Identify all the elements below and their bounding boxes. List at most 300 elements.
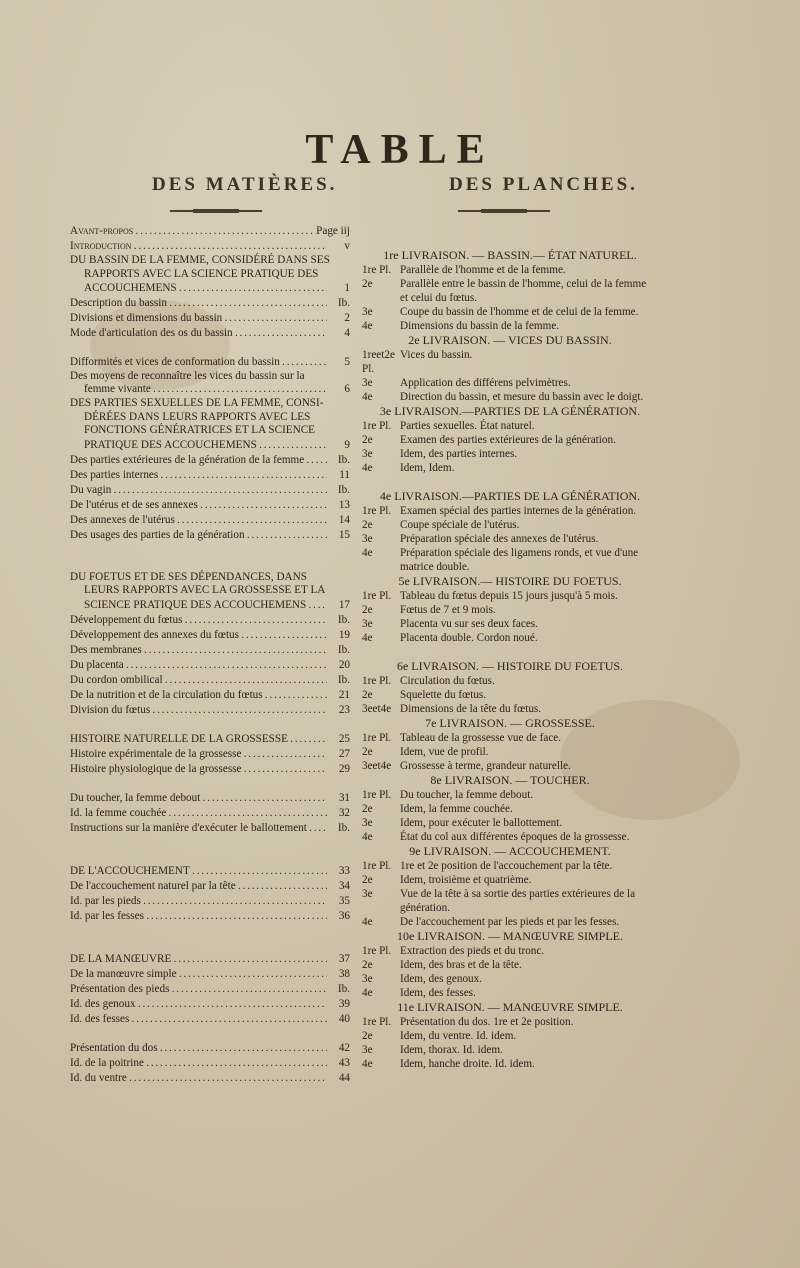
plate-entry [360, 589, 660, 603]
plate-number: 3e [362, 817, 373, 829]
plate-description: Placenta double. Cordon noué. [400, 632, 538, 644]
toc-entry [70, 1012, 350, 1027]
toc-text: Id. des genoux . . . [70, 997, 327, 1012]
plate-number: 3e [362, 888, 373, 900]
livraison-heading: 9e LIVRAISON. — ACCOUCHEMENT. [409, 844, 611, 858]
plate-description: Tableau de la grossesse vue de face. [400, 732, 562, 744]
plate-description: Idem, hanche droite. Id. idem. [400, 1058, 535, 1070]
toc-text: Introduction . . . [70, 239, 327, 254]
plate-entry [360, 731, 660, 745]
plate-description: Idem, troisième et quatrième. [400, 874, 532, 886]
toc-row [70, 643, 350, 658]
toc-page: Ib. [337, 821, 350, 834]
plate-entry [360, 830, 660, 844]
toc-entry [70, 909, 350, 924]
plate-description: Idem, thorax. Id. idem. [400, 1044, 503, 1056]
plate-number: 4e [362, 916, 373, 928]
toc-entry [70, 254, 350, 296]
toc-text: Développement du fœtus . . . [70, 613, 327, 628]
plate-entry [360, 915, 660, 929]
toc-page: 1 [344, 282, 350, 294]
toc-text: Développement des annexes du fœtus . . . [70, 628, 327, 643]
toc-page: 38 [338, 967, 350, 980]
toc-page: 40 [338, 1012, 350, 1025]
plate-number: 2e [362, 278, 373, 290]
toc-page: Page iij [316, 225, 350, 237]
toc-text: HISTOIRE NATURELLE DE LA GROSSESSE . . . [70, 732, 327, 747]
toc-entry [70, 370, 350, 397]
plate-number: 1re Pl. [362, 732, 392, 744]
livraison-heading: 11e LIVRAISON. — MANŒUVRE SIMPLE. [397, 1000, 623, 1014]
plate-entry [360, 674, 660, 688]
toc-page: 6 [344, 383, 350, 395]
toc-entry [70, 468, 350, 483]
plate-number: 3e [362, 618, 373, 630]
plate-entry [360, 688, 660, 702]
toc-row [70, 703, 350, 718]
toc-row [70, 438, 350, 453]
plate-entry [360, 504, 660, 518]
plate-number: 3eet4e [362, 760, 392, 772]
plate-description: État du col aux différentes époques de la grossesse. [400, 831, 630, 843]
plate-description: Dimensions du bassin de la femme. [400, 320, 560, 332]
toc-row [70, 483, 350, 498]
plate-description: Direction du bassin, et mesure du bassin avec le doigt. [400, 391, 644, 403]
plate-number: 3e [362, 306, 373, 318]
toc-page: 44 [338, 1071, 350, 1084]
plate-description: Présentation du dos. 1re et 2e position. [400, 1016, 574, 1028]
toc-entry [70, 483, 350, 498]
toc-text: Des parties internes . . . [70, 468, 327, 483]
spacer [70, 543, 350, 571]
toc-page: Ib. [337, 483, 350, 496]
toc-text: Avant-propos . . . [70, 224, 313, 239]
toc-row [70, 658, 350, 673]
plate-description: Placenta vu sur ses deux faces. [400, 618, 538, 630]
toc-text: Des annexes de l'utérus . . . [70, 513, 327, 528]
spacer [70, 777, 350, 791]
plate-description: 1re et 2e position de l'accouchement par la tête. [400, 860, 613, 872]
toc-entry [70, 628, 350, 643]
toc-row [70, 791, 350, 806]
toc-entry [70, 879, 350, 894]
plate-entry [360, 419, 660, 433]
spacer [70, 341, 350, 355]
plate-entry [360, 958, 660, 972]
toc-entry [70, 613, 350, 628]
plate-description: Application des différens pelvimètres. [400, 377, 571, 389]
plate-description: Circulation du fœtus. [400, 675, 495, 687]
toc-page: 9 [344, 438, 350, 451]
toc-page: 31 [338, 791, 350, 804]
toc-row [70, 281, 350, 296]
toc-text: Des usages des parties de la génération . . . [70, 528, 327, 543]
plate-entry [360, 546, 660, 560]
toc-heading-line: LEURS RAPPORTS AVEC LA GROSSESSE ET LA [84, 584, 326, 596]
toc-text: Histoire expérimentale de la grossesse . . . [70, 747, 327, 762]
plate-entry [360, 263, 660, 277]
plate-description: Idem, du ventre. Id. idem. [400, 1030, 517, 1042]
plate-description: Idem, des parties internes. [400, 448, 518, 460]
toc-text: ACCOUCHEMENS . . . [70, 281, 327, 296]
toc-row [70, 762, 350, 777]
plate-entry [360, 802, 660, 816]
toc-page: 5 [344, 356, 350, 368]
plate-number: 1re Pl. [362, 675, 392, 687]
plate-entry [360, 702, 660, 716]
toc-row [70, 528, 350, 543]
plate-description: Coupe spéciale de l'utérus. [400, 519, 520, 531]
toc-text: Difformités et vices de conformation du bassin . . . [70, 355, 327, 370]
toc-entry [70, 967, 350, 982]
toc-heading-line: Des moyens de reconnaître les vices du bassin sur la [70, 370, 305, 382]
toc-entry [70, 688, 350, 703]
plate-number: 2e [362, 874, 373, 886]
toc-entry [70, 643, 350, 658]
livraison-heading: 6e LIVRAISON. — HISTOIRE DU FOETUS. [396, 659, 624, 673]
toc-entry [70, 762, 350, 777]
toc-row [70, 821, 350, 836]
toc-text: De la manœuvre simple . . . [70, 967, 327, 982]
plate-description: Préparation spéciale des annexes de l'utérus. [400, 533, 599, 545]
plate-entry [360, 788, 660, 802]
plate-number: 2e [362, 959, 373, 971]
toc-entry [70, 952, 350, 967]
toc-page: 36 [338, 909, 350, 922]
plate-description: Grossesse à terme, grandeur naturelle. [400, 760, 571, 772]
plate-number: 2e [362, 434, 373, 446]
toc-entry [70, 791, 350, 806]
plate-description: Coupe du bassin de l'homme et de celui de la femme. [400, 306, 639, 318]
plate-number: 1re Pl. [362, 860, 392, 872]
plate-entry [360, 447, 660, 461]
toc-text: PRATIQUE DES ACCOUCHEMENS . . . [70, 438, 327, 453]
toc-entry [70, 658, 350, 673]
plate-number: 3eet4e [362, 703, 392, 715]
spacer [360, 475, 660, 489]
toc-page: 4 [344, 327, 350, 339]
toc-text: Mode d'articulation des os du bassin . . . [70, 326, 327, 341]
toc-text: Id. des fesses . . . [70, 1012, 327, 1027]
plate-number: 2e [362, 803, 373, 815]
toc-text: Du placenta . . . [70, 658, 327, 673]
toc-row [70, 613, 350, 628]
plate-number: 4e [362, 547, 373, 559]
plate-description: Parallèle de l'homme et de la femme. [400, 264, 566, 276]
toc-page: 13 [338, 498, 350, 511]
toc-page: 11 [339, 468, 350, 481]
plate-entry [360, 461, 660, 475]
toc-page: Ib. [337, 643, 350, 656]
toc-page: 17 [338, 598, 350, 611]
toc-page: Ib. [337, 982, 350, 995]
plate-number: 2e [362, 604, 373, 616]
plate-description: Idem, vue de profil. [400, 746, 489, 758]
toc-page: 33 [338, 864, 350, 877]
spacer [70, 718, 350, 732]
plate-description: Du toucher, la femme debout. [400, 789, 534, 801]
toc-row [70, 239, 350, 254]
toc-entry [70, 355, 350, 370]
plate-entry [360, 376, 660, 390]
plate-description: Idem, des bras et de la tête. [400, 959, 522, 971]
toc-entry [70, 1071, 350, 1086]
toc-page: 43 [338, 1056, 350, 1069]
plate-number: 1re Pl. [362, 505, 392, 517]
plate-number: 4e [362, 987, 373, 999]
plate-number: 4e [362, 831, 373, 843]
plate-description: De l'accouchement par les pieds et par les fesses. [400, 916, 620, 928]
livraison-heading: 3e LIVRAISON.—PARTIES DE LA GÉNÉRATION. [379, 404, 641, 418]
toc-entry [70, 673, 350, 688]
toc-text: Des membranes . . . [70, 643, 327, 658]
toc-text: Du toucher, la femme debout . . . [70, 791, 327, 806]
toc-entry [70, 498, 350, 513]
plate-description-cont: matrice double. [400, 561, 470, 573]
toc-row [70, 747, 350, 762]
spacer [70, 836, 350, 864]
toc-text: Présentation des pieds . . . [70, 982, 327, 997]
plate-entry [360, 631, 660, 645]
toc-entry [70, 894, 350, 909]
plate-entry [360, 390, 660, 404]
toc-entry [70, 453, 350, 468]
plate-entry [360, 972, 660, 986]
plate-description: Tableau du fœtus depuis 15 jours jusqu'à 5 mois. [400, 590, 618, 602]
toc-page: 27 [338, 747, 350, 760]
toc-text: Id. par les pieds . . . [70, 894, 327, 909]
toc-row [70, 894, 350, 909]
plate-description: Idem, la femme couchée. [400, 803, 513, 815]
toc-text: De l'utérus et de ses annexes . . . [70, 498, 327, 513]
toc-row [70, 688, 350, 703]
toc-heading-line: FONCTIONS GÉNÉRATRICES ET LA SCIENCE [84, 424, 316, 436]
toc-text: Id. de la poitrine . . . [70, 1056, 327, 1071]
toc-row [70, 1041, 350, 1056]
page-title: TABLE [305, 127, 495, 173]
toc-row [70, 952, 350, 967]
livraison-heading: 2e LIVRAISON. — VICES DU BASSIN. [408, 333, 612, 347]
toc-row [70, 326, 350, 341]
plate-entry [360, 1043, 660, 1057]
plate-number: 3e [362, 533, 373, 545]
plate-entry [360, 319, 660, 333]
plate-description: Squelette du fœtus. [400, 689, 487, 701]
toc-text: Id. par les fesses . . . [70, 909, 327, 924]
toc-page: 34 [338, 879, 350, 892]
plate-number: 1re Pl. [362, 590, 392, 602]
toc-row [70, 1056, 350, 1071]
plate-description: Idem, des fesses. [400, 987, 476, 999]
toc-heading-line: DU FOETUS ET DE SES DÉPENDANCES, DANS [70, 570, 307, 583]
toc-row [70, 806, 350, 821]
ornament-rule-right [458, 210, 550, 212]
toc-page: 39 [338, 997, 350, 1010]
spacer [360, 645, 660, 659]
livraison-heading: 7e LIVRAISON. — GROSSESSE. [425, 716, 595, 730]
toc-entry [70, 513, 350, 528]
plate-number: 3e [362, 973, 373, 985]
toc-page: 19 [338, 628, 350, 641]
toc-page: Ib. [337, 673, 350, 686]
plate-entry [360, 518, 660, 532]
spacer [70, 1027, 350, 1041]
toc-entry [70, 528, 350, 543]
toc-heading-line: DES PARTIES SEXUELLES DE LA FEMME, CONSI- [70, 397, 324, 409]
toc-page: 32 [338, 806, 350, 819]
toc-text: Division du fœtus . . . [70, 703, 327, 718]
toc-row [70, 997, 350, 1012]
toc-entry [70, 311, 350, 326]
plate-entry [360, 1057, 660, 1071]
toc-row [70, 909, 350, 924]
toc-row [70, 598, 350, 613]
plate-description-cont: génération. [400, 902, 451, 914]
toc-page: 14 [338, 513, 350, 526]
plate-description: Préparation spéciale des ligamens ronds, et vue d'une [400, 547, 639, 559]
plate-number: 2e [362, 1030, 373, 1042]
plate-description: Examen des parties extérieures de la génération. [400, 434, 616, 446]
toc-row [70, 628, 350, 643]
toc-row [70, 879, 350, 894]
toc-row [70, 982, 350, 997]
plate-entry [360, 986, 660, 1000]
toc-entry [70, 732, 350, 747]
plate-number: 1re Pl. [362, 264, 392, 276]
toc-entry [70, 703, 350, 718]
toc-row [70, 673, 350, 688]
toc-row [70, 967, 350, 982]
toc-page: v [344, 240, 350, 252]
plate-number: 4e [362, 1058, 373, 1070]
toc-row [70, 296, 350, 311]
plate-number: 4e [362, 320, 373, 332]
plate-description: Parties sexuelles. État naturel. [400, 420, 535, 432]
livraison-heading: 10e LIVRAISON. — MANŒUVRE SIMPLE. [396, 929, 623, 943]
plate-description: Vue de la tête à sa sortie des parties extérieures de la [400, 888, 636, 900]
livraison-heading: 5e LIVRAISON.— HISTOIRE DU FOETUS. [398, 574, 622, 588]
plate-number: 1re Pl. [362, 945, 392, 957]
toc-page: 2 [344, 312, 350, 324]
toc-entry [70, 864, 350, 879]
toc-entry [70, 326, 350, 341]
toc-row [70, 355, 350, 370]
toc-text: femme vivante . . . [70, 382, 327, 397]
toc-text: DE LA MANŒUVRE . . . [70, 952, 327, 967]
toc-row [70, 732, 350, 747]
toc-row [70, 224, 350, 239]
plate-number: 1re Pl. [362, 789, 392, 801]
plate-entry [360, 603, 660, 617]
plate-entry [360, 887, 660, 901]
toc-text: Du cordon ombilical . . . [70, 673, 327, 688]
toc-text: Id. du ventre . . . [70, 1071, 327, 1086]
plate-entry [360, 1015, 660, 1029]
plate-description: Idem, Idem. [400, 462, 455, 474]
spacer [70, 924, 350, 952]
toc-text: Description du bassin . . . [70, 296, 327, 311]
toc-entry [70, 296, 350, 311]
plate-description: Fœtus de 7 et 9 mois. [400, 604, 496, 616]
toc-text: De la nutrition et de la circulation du fœtus . . . [70, 688, 327, 703]
plate-entry [360, 617, 660, 631]
toc-row [70, 453, 350, 468]
plate-entry [360, 816, 660, 830]
toc-row [70, 498, 350, 513]
plate-entry [360, 873, 660, 887]
toc-page: 21 [338, 688, 350, 701]
plate-number: 1re Pl. [362, 420, 392, 432]
plate-number: 4e [362, 391, 373, 403]
toc-text: Présentation du dos . . . [70, 1041, 327, 1056]
plate-number: 2e [362, 519, 373, 531]
ornament-rule-left [170, 210, 262, 212]
toc-entry [70, 571, 350, 613]
toc-text: Divisions et dimensions du bassin . . . [70, 311, 327, 326]
toc-heading-line: DÉRÉES DANS LEURS RAPPORTS AVEC LES [84, 410, 311, 423]
plate-entry [360, 944, 660, 958]
plate-number: 4e [362, 632, 373, 644]
toc-entry [70, 821, 350, 836]
toc-heading-line: DU BASSIN DE LA FEMME, CONSIDÉRÉ DANS SES [70, 254, 330, 266]
toc-text: Instructions sur la manière d'exécuter le ballottement . . . [70, 821, 327, 836]
subtitle-planches: DES PLANCHES. [449, 174, 638, 195]
toc-text: Histoire physiologique de la grossesse . . . [70, 762, 327, 777]
toc-heading-line: RAPPORTS AVEC LA SCIENCE PRATIQUE DES [84, 267, 319, 280]
plate-number: 1re Pl. [362, 1016, 392, 1028]
plate-entry [360, 348, 660, 376]
plate-description-cont: et celui du fœtus. [400, 292, 478, 304]
toc-page: 23 [338, 703, 350, 716]
plate-entry [360, 277, 660, 291]
toc-page: 42 [338, 1041, 350, 1054]
toc-text: Des parties extérieures de la génération de la femme . . . [70, 453, 327, 468]
subtitle-matieres: DES MATIÈRES. [152, 174, 338, 195]
plate-entry [360, 759, 660, 773]
toc-entry [70, 747, 350, 762]
toc-page: 35 [338, 894, 350, 907]
plate-description: Extraction des pieds et du tronc. [400, 945, 545, 957]
toc-entry [70, 397, 350, 453]
plate-number: 1reet2e Pl. [362, 349, 395, 375]
matieres-column [70, 224, 350, 1086]
toc-row [70, 468, 350, 483]
plate-entry [360, 305, 660, 319]
plate-number: 3e [362, 1044, 373, 1056]
toc-entry [70, 806, 350, 821]
plate-description: Idem, des genoux. [400, 973, 483, 985]
toc-page: 20 [338, 658, 350, 671]
toc-entry [70, 224, 350, 239]
plate-description: Vices du bassin. [400, 349, 473, 361]
plate-description: Parallèle entre le bassin de l'homme, celui de la femme [400, 278, 647, 290]
toc-text: De l'accouchement naturel par la tête . . . [70, 879, 327, 894]
livraison-heading: 1re LIVRAISON. — BASSIN.— ÉTAT NATUREL. [383, 248, 637, 262]
toc-row [70, 513, 350, 528]
toc-page: Ib. [337, 613, 350, 626]
plate-number: 4e [362, 462, 373, 474]
toc-row [70, 382, 350, 397]
plate-number: 3e [362, 377, 373, 389]
toc-row [70, 311, 350, 326]
plate-description: Examen spécial des parties internes de la génération. [400, 505, 637, 517]
toc-entry [70, 1056, 350, 1071]
toc-text: Du vagin . . . [70, 483, 327, 498]
plate-description: Dimensions de la tête du fœtus. [400, 703, 542, 715]
toc-entry [70, 1041, 350, 1056]
plate-number: 2e [362, 689, 373, 701]
toc-row [70, 1012, 350, 1027]
